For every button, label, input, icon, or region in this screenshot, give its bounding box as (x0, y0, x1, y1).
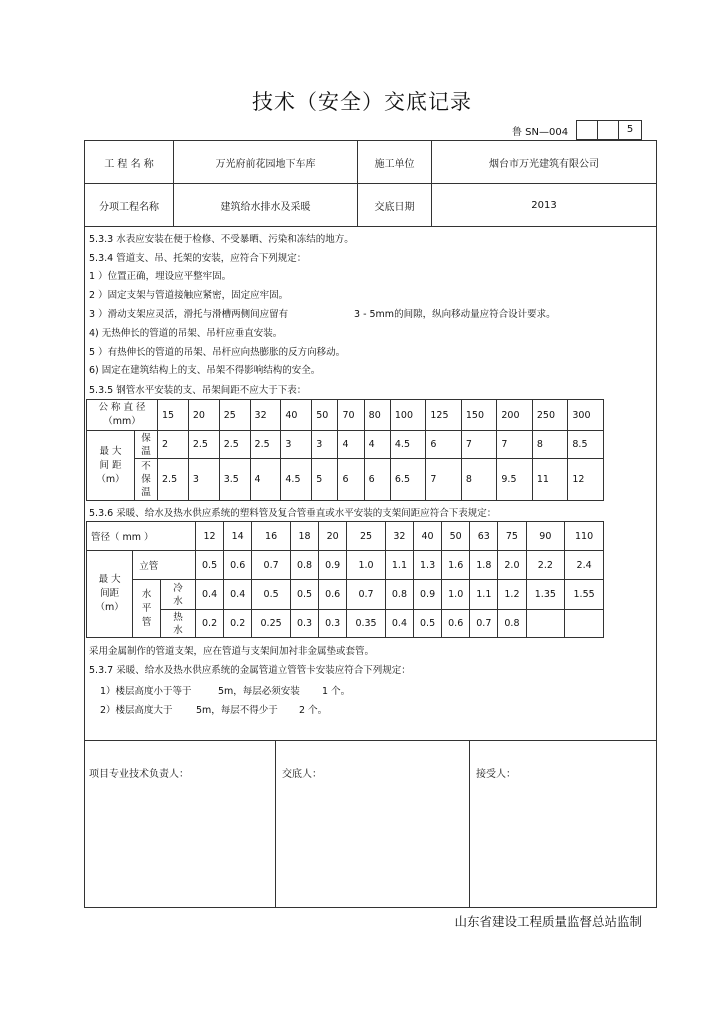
t2-hot-value: 0.6 (442, 610, 470, 638)
t1-header-unit: （mm） (103, 416, 141, 427)
t2-hot-value: 0.3 (319, 610, 347, 638)
t1-size: 20 (188, 400, 219, 431)
tech-lead-signature: 项目专业技术负责人： (89, 769, 189, 780)
t2-size: 110 (565, 522, 604, 551)
t2-cold-value: 0.7 (347, 580, 386, 610)
t2-header-label: 管径（ mm ） (87, 522, 196, 551)
t2-horizontal-label: 水 平 管 (133, 580, 161, 638)
t2-vertical-label: 立管 (133, 551, 196, 580)
t2-size: 32 (385, 522, 413, 551)
t1-insulated-value: 3 (281, 431, 312, 459)
t1-uninsulated-value: 2.5 (158, 459, 189, 501)
t2-hot-value: 0.3 (290, 610, 318, 638)
clause-5-3-5: 5.3.5 钢管水平安装的支、吊架间距不应大于下表： (89, 385, 307, 396)
t1-insulated-value: 7 (497, 431, 533, 459)
t1-insulated-value: 8 (532, 431, 568, 459)
t2-cold-value: 0.4 (224, 580, 252, 610)
t2-cold-value: 1.1 (470, 580, 498, 610)
t1-size: 100 (390, 400, 426, 431)
t1-uninsulated-value: 12 (568, 459, 604, 501)
contractor-label: 施工单位 (358, 141, 432, 184)
t2-hot-value: 0.2 (196, 610, 224, 638)
t2-vertical-value: 2.2 (526, 551, 565, 580)
clause-item-5: 5 ）有热伸长的管道的吊架、吊杆应向热膨胀的反方向移动。 (89, 347, 346, 358)
t1-header-label: 公 称 直 径 (98, 402, 146, 413)
t1-insulated-value: 2.5 (219, 431, 250, 459)
subproject-value: 建筑给水排水及采暖 (174, 184, 358, 227)
clause-5-3-4: 5.3.4 管道支、吊、托架的安装，应符合下列规定： (89, 253, 307, 264)
project-label: 工 程 名 称 (85, 141, 174, 184)
t2-hot-value: 0.7 (470, 610, 498, 638)
t2-cold-value: 1.0 (442, 580, 470, 610)
t2-size: 40 (414, 522, 442, 551)
t2-cold-value: 0.8 (385, 580, 413, 610)
t2-hot-value: 0.25 (252, 610, 291, 638)
footer-supervisor: 山东省建设工程质量监督总站监制 (454, 914, 642, 929)
t1-insulated-value: 2.5 (250, 431, 281, 459)
t1-insulated-value: 2 (158, 431, 189, 459)
clause-item-3a: 3 ）滑动支架应灵活，滑托与滑槽两侧间应留有 (89, 309, 289, 320)
header-table (84, 140, 657, 227)
t1-size: 70 (338, 400, 364, 431)
t2-vertical-value: 2.0 (498, 551, 526, 580)
t1-uninsulated-value: 3.5 (219, 459, 250, 501)
t2-cold-value: 0.5 (252, 580, 291, 610)
t1-row-label: 最 大 间 距 （m） (87, 431, 135, 501)
date-label: 交底日期 (358, 184, 432, 227)
t1-size: 50 (312, 400, 338, 431)
rule-2c: 2 个。 (299, 705, 328, 716)
t2-cold-value: 0.5 (290, 580, 318, 610)
t1-header-cell (87, 400, 158, 431)
t2-hot-value: 0.2 (224, 610, 252, 638)
clause-item-3b: 3 - 5mm的间隙，纵向移动量应符合设计要求。 (354, 309, 556, 320)
page-title: 技术（安全）交底记录 (252, 90, 472, 114)
t2-size: 25 (347, 522, 386, 551)
t1-uninsulated-label: 不 保 温 (135, 459, 158, 501)
briefer-signature: 交底人： (282, 769, 322, 780)
t1-size: 15 (158, 400, 189, 431)
steel-pipe-spacing-table (86, 399, 604, 501)
t2-size: 20 (319, 522, 347, 551)
t1-uninsulated-value: 4 (250, 459, 281, 501)
rule-1a: 1）楼层高度小于等于 (100, 686, 192, 697)
code-box-1 (576, 120, 598, 140)
t1-insulated-value: 6 (426, 431, 462, 459)
t2-vertical-value: 1.3 (414, 551, 442, 580)
rule-2b: 5m，每层不得少于 (196, 705, 278, 716)
t2-hot-value: 0.4 (385, 610, 413, 638)
t2-vertical-value: 2.4 (565, 551, 604, 580)
t2-cold-value: 1.55 (565, 580, 604, 610)
t1-uninsulated-value: 3 (188, 459, 219, 501)
page-number: 5 (618, 120, 642, 140)
date-value: 2013 (432, 184, 657, 227)
t1-insulated-value: 4.5 (390, 431, 426, 459)
contractor-value: 烟台市万光建筑有限公司 (432, 141, 657, 184)
t1-size: 250 (532, 400, 568, 431)
t1-insulated-value: 8.5 (568, 431, 604, 459)
rule-1c: 1 个。 (322, 686, 351, 697)
t2-vertical-value: 1.0 (347, 551, 386, 580)
plastic-pipe-spacing-table (86, 521, 604, 638)
t2-vertical-value: 0.9 (319, 551, 347, 580)
t2-vertical-value: 0.8 (290, 551, 318, 580)
clause-5-3-6: 5.3.6 采暖、给水及热水供应系统的塑料管及复合管垂直或水平安装的支架间距应符合下表规定： (89, 508, 497, 519)
t1-uninsulated-value: 6 (364, 459, 390, 501)
signature-divider (469, 740, 470, 908)
t2-vertical-value: 1.6 (442, 551, 470, 580)
t1-uninsulated-value: 6 (338, 459, 364, 501)
t2-vertical-value: 0.7 (252, 551, 291, 580)
t2-size: 14 (224, 522, 252, 551)
signature-divider (275, 740, 276, 908)
t2-size: 12 (196, 522, 224, 551)
t1-insulated-value: 4 (364, 431, 390, 459)
t1-uninsulated-value: 9.5 (497, 459, 533, 501)
t2-cold-label: 冷 水 (161, 580, 196, 610)
t2-vertical-value: 0.6 (224, 551, 252, 580)
t1-size: 40 (281, 400, 312, 431)
t2-vertical-value: 1.1 (385, 551, 413, 580)
t2-cold-value: 0.6 (319, 580, 347, 610)
t1-size: 80 (364, 400, 390, 431)
rule-2a: 2）楼层高度大于 (100, 705, 173, 716)
project-value: 万光府前花园地下车库 (174, 141, 358, 184)
t2-hot-value (565, 610, 604, 638)
t2-hot-value: 0.35 (347, 610, 386, 638)
t1-size: 200 (497, 400, 533, 431)
t2-hot-label: 热 水 (161, 610, 196, 638)
record-code: 鲁 SN—004 (512, 127, 569, 138)
clause-item-6: 6) 固定在建筑结构上的支、吊架不得影响结构的安全。 (89, 365, 321, 376)
clause-5-3-3: 5.3.3 水表应安装在便于检修、不受暴晒、污染和冻结的地方。 (89, 234, 354, 245)
t2-cold-value: 1.35 (526, 580, 565, 610)
t2-size: 63 (470, 522, 498, 551)
t1-uninsulated-value: 4.5 (281, 459, 312, 501)
t2-hot-value: 0.8 (498, 610, 526, 638)
t2-cold-value: 1.2 (498, 580, 526, 610)
t2-size: 18 (290, 522, 318, 551)
receiver-signature: 接受人： (476, 769, 516, 780)
t1-size: 25 (219, 400, 250, 431)
t2-hot-value (526, 610, 565, 638)
t1-insulated-value: 7 (461, 431, 497, 459)
t1-size: 32 (250, 400, 281, 431)
t1-uninsulated-value: 6.5 (390, 459, 426, 501)
t1-size: 125 (426, 400, 462, 431)
t2-size: 90 (526, 522, 565, 551)
clause-5-3-7: 5.3.7 采暖、给水及热水供应系统的金属管道立管管卡安装应符合下列规定： (89, 665, 411, 676)
subproject-label: 分项工程名称 (85, 184, 174, 227)
t1-insulated-value: 2.5 (188, 431, 219, 459)
t1-uninsulated-value: 5 (312, 459, 338, 501)
t2-size: 16 (252, 522, 291, 551)
t1-size: 150 (461, 400, 497, 431)
t1-insulated-value: 4 (338, 431, 364, 459)
t2-vertical-value: 0.5 (196, 551, 224, 580)
t1-uninsulated-value: 8 (461, 459, 497, 501)
t2-size: 75 (498, 522, 526, 551)
t2-row-label: 最 大 间距 （m） (87, 551, 133, 638)
t2-hot-value: 0.5 (414, 610, 442, 638)
t1-uninsulated-value: 11 (532, 459, 568, 501)
clause-item-2: 2 ）固定支架与管道接触应紧密，固定应牢固。 (89, 290, 289, 301)
t1-insulated-label: 保 温 (135, 431, 158, 459)
t2-size: 50 (442, 522, 470, 551)
t1-insulated-value: 3 (312, 431, 338, 459)
code-box-2 (597, 120, 619, 140)
t2-cold-value: 0.4 (196, 580, 224, 610)
t2-cold-value: 0.9 (414, 580, 442, 610)
t2-vertical-value: 1.8 (470, 551, 498, 580)
t1-size: 300 (568, 400, 604, 431)
t1-uninsulated-value: 7 (426, 459, 462, 501)
rule-1b: 5m，每层必须安装 (218, 686, 300, 697)
clause-item-4: 4) 无热伸长的管道的吊架、吊杆应垂直安装。 (89, 328, 283, 339)
note-metal-support: 采用金属制作的管道支架，应在管道与支架间加衬非金属垫或套管。 (89, 646, 375, 657)
clause-item-1: 1 ）位置正确，埋设应平整牢固。 (89, 271, 232, 282)
